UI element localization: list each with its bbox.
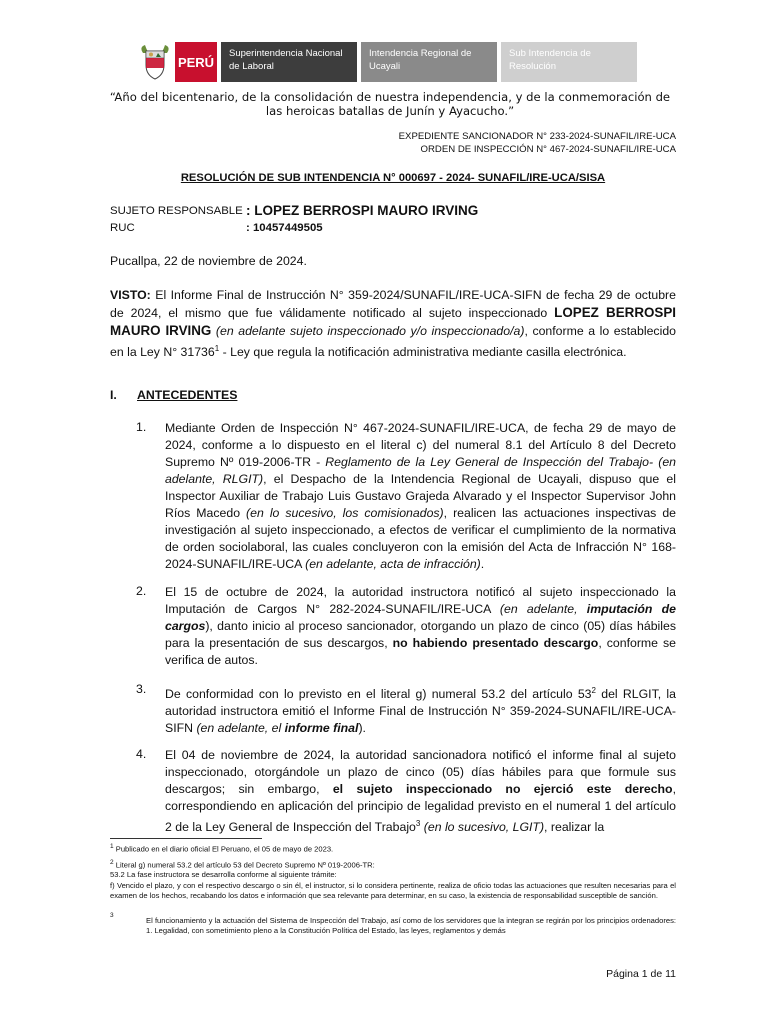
footnote-2-line-a: 53.2 La fase instructora se desarrolla conforme al siguiente trámite: [110, 870, 337, 879]
resolution-title: RESOLUCIÓN DE SUB INTENDENCIA N° 000697 - 2024- SUNAFIL/IRE-UCA/SISA [180, 172, 606, 184]
year-motto: “Año del bicentenario, de la consolidación de nuestra independencia, y de la conmemoración de las heroicas batallas de Junín y Ayacucho.” [109, 90, 671, 118]
visto-lead: VISTO: [110, 288, 151, 302]
list-item [165, 747, 676, 836]
item-italic: (en adelante, el [196, 721, 285, 736]
coat-of-arms-icon [135, 42, 175, 82]
footnote-2 [110, 858, 676, 871]
visto-text-2: , conforme a lo establecido en la Ley N° 31736 [110, 324, 676, 360]
item-text: ), danto inicio al proceso sancionador, otorgando un plazo de cinco (05) días hábiles para la presentación de sus descargos, [165, 619, 676, 650]
visto-text: El Informe Final de Instrucción N° 359-2024/SUNAFIL/IRE-UCA-SIFN de fecha 29 de octubre de 2024, el mismo que fue válidamente notificado al sujeto inspeccionado [110, 288, 676, 320]
footnote-ref-1: 1 [214, 344, 220, 353]
item-text: , correspondiendo en aplicación del principio de legalidad previsto en el numeral 1 del artículo 2 de la Ley General de Inspección del Trabajo [165, 782, 676, 835]
ruc-value: : 10457449505 [246, 222, 323, 234]
list-item [165, 682, 676, 737]
header-box-superintendencia: Superintendencia Nacional de Laboral [221, 42, 357, 82]
item-text: El 04 de noviembre de 2024, la autoridad sancionadora notificó el informe final al sujeto inspeccionado, otorgándole un plazo de cinco (05) días hábiles para que formule sus descargos; sin embargo, [165, 748, 676, 796]
orden-inspeccion-number: ORDEN DE INSPECCIÓN N° 467-2024-SUNAFIL/IRE-UCA [420, 144, 676, 155]
item-number: 2. [136, 584, 147, 598]
footnote-2-line-b: f) Vencido el plazo, y con el respectivo descargo o sin él, el instructor, si lo considera pertinente, realiza de oficio todas las actuaciones que resulten necesarias para el examen de los hechos, recabando los datos e información que sea relevante para determinar, en su caso, la existencia de responsabilidad susceptible de sanción. [110, 881, 676, 900]
visto-subject-name: LOPEZ BERROSPI MAURO IRVING [110, 305, 676, 338]
page-number: Página 1 de 11 [606, 968, 676, 980]
sujeto-value: : LOPEZ BERROSPI MAURO IRVING [246, 203, 479, 218]
footnote-3: El funcionamiento y la actuación del Sistema de Inspección del Trabajo, así como de los servidores que la integran se regirán por los principios ordenadores: 1. Legalidad, con sometimiento pleno a la Constitución Política del Estado, las leyes, reglamentos y demás [146, 916, 676, 935]
item-text: Mediante Orden de Inspección N° 467-2024-SUNAFIL/IRE-UCA, de fecha 29 de mayo de 2024, conforme a lo dispuesto en el literal c) del numeral 8.1 del Artículo 8 del Decreto Supremo Nº 019-2006-TR - [165, 421, 676, 469]
item-text: del RLGIT, la autoridad instructora emitió el Informe Final de Instrucción N° 359-2024-SUNAFIL/IRE-UCA-SIFN [165, 687, 676, 736]
sujeto-label: SUJETO RESPONSABLE [110, 205, 243, 217]
item-italic: (en adelante, [499, 602, 587, 616]
footnote-text: Publicado en el diario oficial El Peruano, el 05 de mayo de 2023. [115, 844, 334, 854]
section-heading [110, 388, 238, 402]
item-text: De conformidad con lo previsto en el literal g) numeral 53.2 del artículo 53 [165, 687, 592, 702]
item-number: 1. [136, 420, 147, 434]
visto-italic: (en adelante sujeto inspeccionado y/o inspeccionado/a) [215, 324, 525, 338]
footnote-ref-2: 2 [591, 686, 596, 695]
footnote-marker: 2 [110, 859, 114, 866]
item-bold-italic: imputación de cargos [165, 602, 676, 633]
footnote-separator [110, 838, 262, 839]
item-text: ). [358, 721, 366, 736]
section-number: I. [110, 388, 117, 402]
item-italic: (en lo sucesivo, los comisionados) [246, 506, 444, 520]
visto-paragraph [110, 287, 676, 361]
item-bold-italic: informe final [284, 721, 359, 736]
institution-header [135, 42, 637, 82]
footnote-ref-3: 3 [415, 819, 421, 828]
item-italic: (en lo sucesivo, LGIT) [420, 820, 545, 835]
item-text: . [480, 557, 485, 571]
item-number: 4. [136, 747, 147, 761]
footnote-marker: 3 [110, 912, 114, 919]
item-text: El 15 de octubre de 2024, la autoridad instructora notificó al sujeto inspeccionado la Imputación de Cargos N° 282-2024-SUNAFIL/IRE-UCA [165, 585, 676, 616]
item-number: 3. [136, 682, 147, 696]
list-item [165, 584, 676, 669]
item-text: , el Despacho de la Intendencia Regional de Ucayali, dispuso que el Inspector Auxiliar de Trabajo Luis Gustavo Grajeda Alvarado y el Inspector Supervisor John Ríos Macedo [165, 472, 677, 520]
item-bold: el sujeto inspeccionado no ejerció este derecho [332, 782, 673, 796]
document-date: Pucallpa, 22 de noviembre de 2024. [110, 254, 307, 268]
visto-text-3: - Ley que regula la notificación administrativa mediante casilla electrónica. [219, 345, 627, 360]
ruc-label: RUC [110, 222, 135, 234]
peru-logo: PERÚ [175, 42, 217, 82]
list-item [165, 420, 676, 573]
item-bold: no habiendo presentado descargo [392, 636, 599, 650]
item-text: , realizar la [544, 820, 605, 835]
footnote-marker: 1 [110, 843, 114, 850]
item-italic: (en adelante, acta de infracción) [305, 557, 481, 571]
header-box-intendencia: Intendencia Regional de Ucayali [361, 42, 497, 82]
section-title: ANTECEDENTES [137, 388, 238, 402]
expediente-number: EXPEDIENTE SANCIONADOR N° 233-2024-SUNAFIL/IRE-UCA [398, 131, 676, 142]
item-text: , realicen las actuaciones inspectivas de investigación al sujeto inspeccionado, a efectos de verificar el cumplimiento de la normativa de orden sociolaboral, las cuales concluyeron con la emisión del Acta de Infracción N° 168-2024-SUNAFIL/IRE-UCA [165, 506, 676, 571]
item-italic: Reglamento de la Ley General de Inspección del Trabajo- (en adelante, RLGIT) [165, 455, 677, 486]
item-text: , conforme se verifica de autos. [165, 636, 676, 667]
header-box-subintendencia: Sub Intendencia de Resolución [501, 42, 637, 82]
footnote-1 [110, 842, 676, 855]
footnote-text: Literal g) numeral 53.2 del artículo 53 del Decreto Supremo Nº 019-2006-TR: [115, 860, 375, 870]
